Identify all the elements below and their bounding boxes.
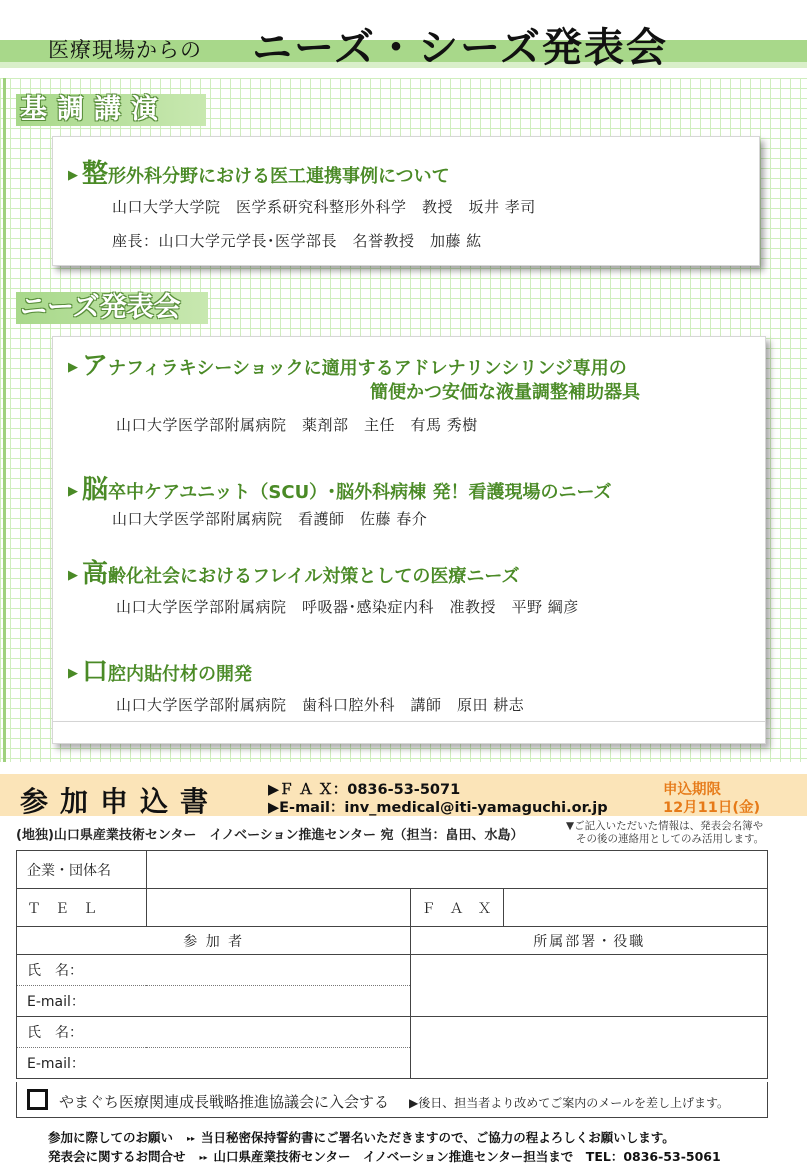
needs-card-bottom-strip: [52, 722, 766, 744]
footer-inquiry: 発表会に関するお問合せ ▸▸ 山口県産業技術センター イノベーション推進センター担当まで TEL：0836-53-5061: [48, 1149, 721, 1164]
needs-talk-title: ▶ 高齢化社会におけるフレイル対策としての医療ニーズ: [68, 559, 520, 589]
participant-2-name-field[interactable]: 氏 名：: [17, 1017, 411, 1048]
grid-left-border: [3, 78, 6, 762]
fax-number: ▶Ｆ Ａ Ｘ：0836-53-5071: [268, 782, 461, 798]
play-arrow-icon: ▶: [68, 360, 78, 375]
participant-1-email-field[interactable]: E-mail：: [17, 986, 411, 1017]
needs-talk-speaker: 山口大学医学部附属病院 看護師 佐藤 春介: [112, 510, 428, 528]
deadline-label: 申込期限: [663, 782, 721, 798]
registration-form: [16, 850, 768, 1079]
needs-talk-speaker: 山口大学医学部附属病院 薬剤部 主任 有馬 秀樹: [116, 416, 478, 434]
footer-request: 参加に際してのお願い ▸▸ 当日秘密保持誓約書にご署名いただきますので、ご協力の程よろしくお願いします。: [48, 1130, 675, 1145]
tel-label: Ｔ Ｅ Ｌ: [17, 889, 147, 927]
page-title: ニーズ・シーズ発表会: [252, 25, 668, 71]
email-address[interactable]: ▶E-mail：inv_medical@iti-yamaguchi.or.jp: [268, 800, 608, 816]
keynote-speaker: 山口大学大学院 医学系研究科整形外科学 教授 坂井 孝司: [112, 198, 536, 216]
needs-talk-title: ▶ 脳卒中ケアユニット（SCU）･脳外科病棟 発！看護現場のニーズ: [68, 475, 612, 505]
participants-label: 参 加 者: [17, 927, 411, 955]
needs-talk-speaker: 山口大学医学部附属病院 呼吸器･感染症内科 准教授 平野 綱彦: [116, 598, 579, 616]
needs-section-label: ニーズ発表会: [16, 292, 208, 324]
tel-field[interactable]: [146, 889, 411, 927]
participant-2-email-field[interactable]: E-mail：: [17, 1048, 411, 1079]
needs-talk-title-line2: 簡便かつ安価な液量調整補助器具: [370, 382, 640, 403]
department-label: 所属部署・役職: [411, 927, 768, 955]
keynote-chair: 座長：山口大学元学長･医学部長 名誉教授 加藤 紘: [112, 232, 482, 250]
play-arrow-icon: ▶: [68, 168, 78, 183]
keynote-section-label: 基調講演: [16, 94, 206, 126]
join-council-checkbox[interactable]: [27, 1089, 48, 1110]
privacy-note: ▼ご記入いただいた情報は、発表会名簿や その後の連絡用としてのみ活用します。: [566, 820, 765, 845]
play-arrow-icon: ▶: [68, 666, 78, 681]
fax-field[interactable]: [504, 889, 768, 927]
participant-1-name-field[interactable]: 氏 名：: [17, 955, 411, 986]
double-arrow-icon: ▸▸: [199, 1153, 208, 1162]
participant-2-department-field[interactable]: [411, 1017, 768, 1079]
join-council-label: やまぐち医療関連成長戦略推進協議会に入会する: [59, 1093, 390, 1111]
needs-talk-speaker: 山口大学医学部附属病院 歯科口腔外科 講師 原田 耕志: [116, 696, 525, 714]
fax-label: Ｆ Ａ Ｘ: [411, 889, 504, 927]
registration-address: (地独)山口県産業技術センター イノベーション推進センター 宛（担当：畠田、水島）: [16, 828, 524, 843]
play-arrow-icon: ▶: [68, 568, 78, 583]
play-arrow-icon: ▶: [68, 484, 78, 499]
keynote-talk-title: ▶ 整形外科分野における医工連携事例について: [68, 159, 450, 189]
header-prefix: 医療現場からの: [48, 38, 202, 62]
double-arrow-icon: ▸▸: [187, 1134, 196, 1143]
company-label: 企業・団体名: [17, 851, 147, 889]
deadline-date: 12月11日(金): [663, 800, 761, 816]
registration-title: 参加申込書: [20, 785, 221, 818]
needs-talk-title: ▶ 口腔内貼付材の開発: [68, 657, 253, 687]
needs-talk-title: ▶ アナフィラキシーショックに適用するアドレナリンシリンジ専用の: [68, 351, 627, 381]
join-council-row: [16, 1082, 768, 1118]
participant-1-department-field[interactable]: [411, 955, 768, 1017]
company-field[interactable]: [146, 851, 767, 889]
join-council-note: ▶後日、担当者より改めてご案内のメールを差し上げます。: [409, 1096, 730, 1110]
